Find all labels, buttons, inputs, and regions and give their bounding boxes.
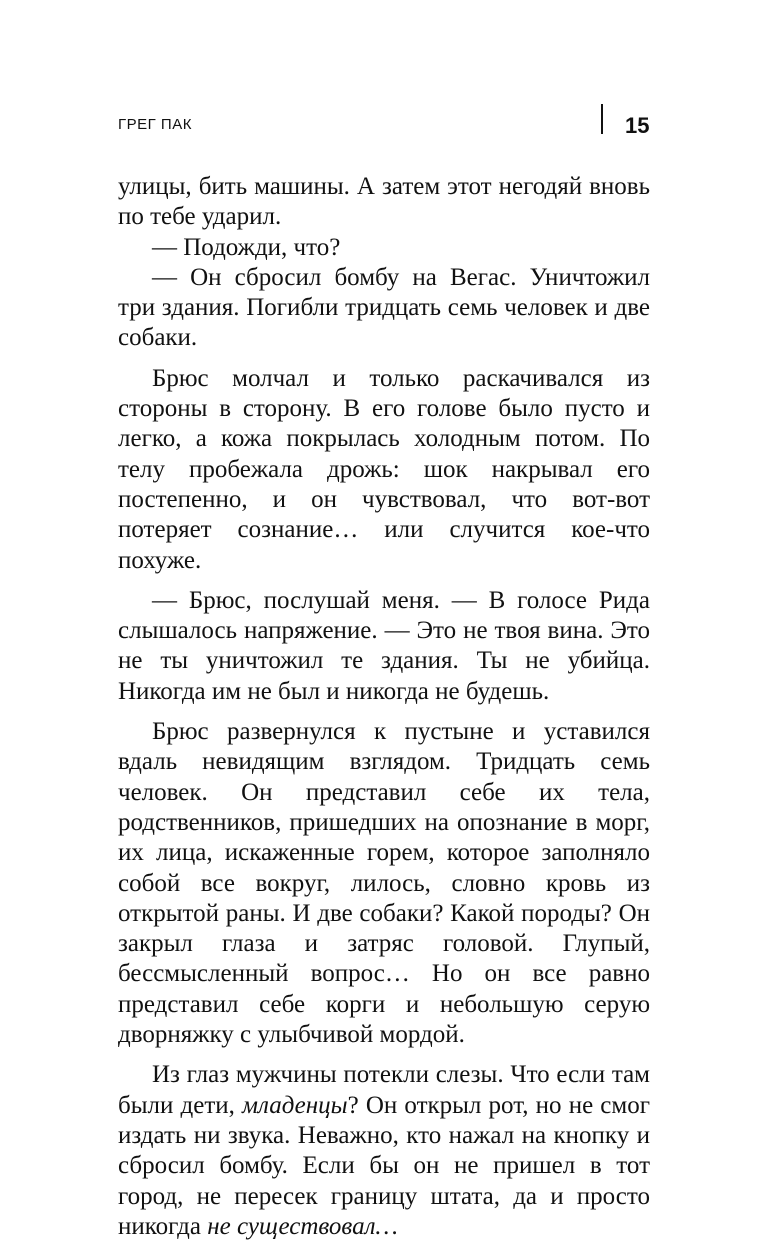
paragraph-7 (118, 1060, 650, 1242)
paragraph-7-emphasis-2: не существовал… (207, 1212, 398, 1240)
header-divider (601, 104, 603, 134)
paragraph-4: Брюс молчал и только раскачивался из стороны в сторону. В его голове было пусто и легко, а кожа покрылась холодным потом. По телу пробежала дрожь: шок накрывал его постепенно, и он чувствовал, что вот-вот потеряет сознание… или случится кое-что похуже. (118, 364, 650, 574)
running-head (118, 114, 658, 138)
paragraph-6: Брюс развернулся к пустыне и уставился вдаль невидящим взглядом. Тридцать семь человек. Он представил себе их тела, родственников, пришедших на опознание в морг, их лица, искаженные горем, которое заполняло собой все вокруг, лилось, словно кровь из открытой раны. И две собаки? Какой породы? Он закрыл глаза и затряс головой. Глупый, бессмысленный вопрос… Но он все равно представил себе корги и небольшую серую дворняжку с улыбчивой мордой. (118, 718, 650, 1049)
page-number: 15 (625, 113, 650, 138)
running-head-author: ГРЕГ ПАК (118, 116, 192, 133)
paragraph-5: — Брюс, послушай меня. — В голосе Рида слышалось напряжение. — Это не твоя вина. Это не ты уничтожил те здания. Ты не убийца. Никогда им не был и никогда не будешь. (118, 586, 650, 705)
paragraph-7-emphasis-1: младенцы (242, 1091, 348, 1119)
paragraph-7-part-b: ? Он открыл рот, но не смог издать ни звука. Неважно, кто нажал на кнопку и сбросил бомбу. Если бы он не пришел в тот город, не пересек границу штата, да и просто никогда (118, 1091, 650, 1240)
paragraph-3: — Он сбросил бомбу на Вегас. Уничтожил три здания. Погибли тридцать семь человек и две собаки. (118, 263, 650, 352)
paragraph-1: улицы, бить машины. А затем этот негодяй вновь по тебе ударил. (118, 173, 650, 231)
paragraph-2: — Подожди, что? (152, 233, 341, 261)
body-text (118, 172, 650, 1242)
paragraph-7-part-a: Из глаз мужчины потекли слезы. Что если там были дети, (118, 1061, 650, 1119)
